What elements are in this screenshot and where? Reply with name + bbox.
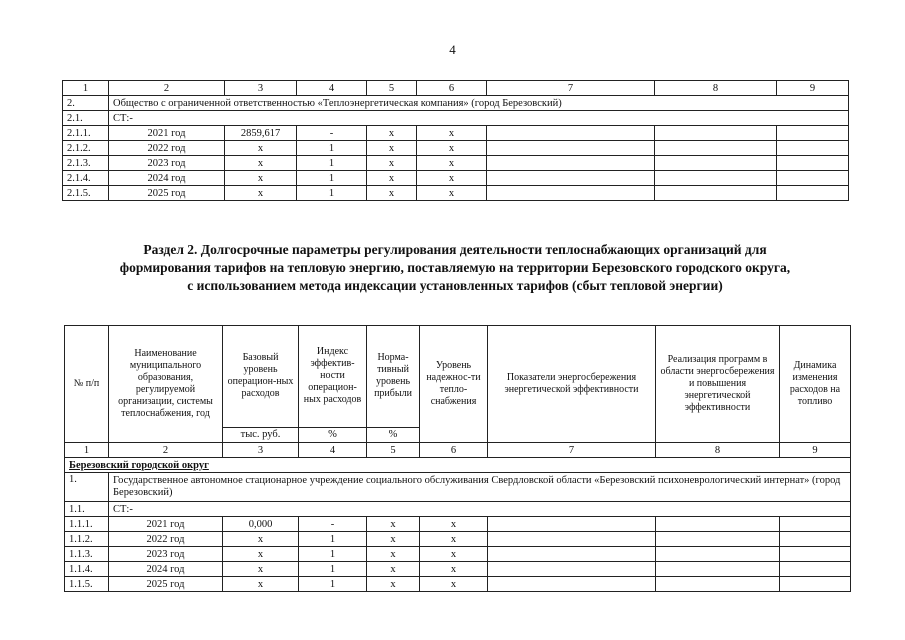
table-cell xyxy=(656,577,780,592)
table-cell xyxy=(777,171,849,186)
table-cell: х xyxy=(417,171,487,186)
table-cell: 2.1.5. xyxy=(63,186,109,201)
column-number: 8 xyxy=(655,81,777,96)
column-number: 4 xyxy=(299,443,367,458)
column-header: Норма-тивный уровень прибыли xyxy=(367,326,420,428)
table-cell xyxy=(488,532,656,547)
table-cell: х xyxy=(223,532,299,547)
column-number: 1 xyxy=(65,443,109,458)
column-number: 7 xyxy=(487,81,655,96)
column-number: 5 xyxy=(367,81,417,96)
st-label: СТ:- xyxy=(109,111,849,126)
table-cell: 2022 год xyxy=(109,141,225,156)
table-cell: х xyxy=(367,517,420,532)
section-heading-line-1: Раздел 2. Долгосрочные параметры регулирования деятельности теплоснабжающих организаций для xyxy=(143,242,767,257)
table-cell: х xyxy=(367,532,420,547)
column-header: Индекс эффектив-ности операцион-ных расходов xyxy=(299,326,367,428)
table-cell: 1 xyxy=(299,532,367,547)
table-cell: х xyxy=(420,547,488,562)
column-number: 8 xyxy=(656,443,780,458)
org-row xyxy=(63,96,849,111)
table-cell: 1 xyxy=(297,156,367,171)
row-number: 1.1. xyxy=(65,502,109,517)
table-cell: х xyxy=(420,517,488,532)
section-heading-line-2: формирования тарифов на тепловую энергию, поставляемую на территории Березовского городского округа, xyxy=(119,260,791,275)
column-number: 1 xyxy=(63,81,109,96)
unit-cell: % xyxy=(299,427,367,442)
column-number: 5 xyxy=(367,443,420,458)
table-cell: х xyxy=(223,547,299,562)
table-cell: 1.1.2. xyxy=(65,532,109,547)
table-row xyxy=(63,141,849,156)
column-number: 9 xyxy=(780,443,851,458)
table-cell: 1 xyxy=(297,141,367,156)
table-cell xyxy=(655,141,777,156)
row-number: 2.1. xyxy=(63,111,109,126)
section-heading-line-3: с использованием метода индексации установленных тарифов (сбыт тепловой энергии) xyxy=(187,278,723,293)
table-org-2 xyxy=(62,80,849,201)
table-cell: х xyxy=(225,141,297,156)
table-cell: х xyxy=(420,532,488,547)
table-cell: 2024 год xyxy=(109,562,223,577)
table-cell xyxy=(655,126,777,141)
table-cell: 1 xyxy=(297,186,367,201)
table-cell: х xyxy=(417,126,487,141)
table-cell xyxy=(488,562,656,577)
page-number: 4 xyxy=(449,42,456,57)
table-cell xyxy=(488,547,656,562)
table-row xyxy=(65,517,851,532)
table-cell: х xyxy=(367,156,417,171)
table-cell: х xyxy=(367,126,417,141)
table-cell xyxy=(656,562,780,577)
table-row xyxy=(65,577,851,592)
table-cell xyxy=(780,517,851,532)
table-cell xyxy=(487,156,655,171)
column-number: 3 xyxy=(225,81,297,96)
table-cell: х xyxy=(417,156,487,171)
table-cell xyxy=(487,141,655,156)
header-row xyxy=(65,326,851,428)
column-header: Наименование муниципального образования, регулируемой организации, системы теплоснабжения, год xyxy=(109,326,223,443)
table-cell xyxy=(488,577,656,592)
table-cell: х xyxy=(367,547,420,562)
table-cell: 1 xyxy=(299,562,367,577)
column-header: Реализация программ в области энергосбережения и повышения энергетической эффективности xyxy=(656,326,780,443)
table-cell: х xyxy=(417,141,487,156)
table-cell: 1 xyxy=(299,547,367,562)
table-cell: х xyxy=(420,577,488,592)
column-header: Базовый уровень операцион-ных расходов xyxy=(223,326,299,428)
table-cell xyxy=(780,532,851,547)
column-number: 6 xyxy=(417,81,487,96)
table-cell: 2025 год xyxy=(109,577,223,592)
table-cell xyxy=(777,141,849,156)
table-cell xyxy=(656,532,780,547)
table-row xyxy=(65,532,851,547)
table-cell: 2.1.1. xyxy=(63,126,109,141)
district-name: Березовский городской округ xyxy=(65,458,851,473)
table-cell: 1 xyxy=(297,171,367,186)
table-cell: х xyxy=(417,186,487,201)
table-cell: х xyxy=(223,562,299,577)
column-number: 2 xyxy=(109,81,225,96)
table-cell: х xyxy=(367,186,417,201)
table-cell: 2024 год xyxy=(109,171,225,186)
st-row xyxy=(63,111,849,126)
org-name: Общество с ограниченной ответственностью «Теплоэнергетическая компания» (город Березовский) xyxy=(109,96,849,111)
column-number: 9 xyxy=(777,81,849,96)
table-cell xyxy=(780,547,851,562)
table-row xyxy=(63,171,849,186)
table-cell: 2.1.3. xyxy=(63,156,109,171)
table-cell: 1.1.4. xyxy=(65,562,109,577)
table-cell xyxy=(780,562,851,577)
table-cell: х xyxy=(367,171,417,186)
table-cell xyxy=(655,186,777,201)
column-number: 3 xyxy=(223,443,299,458)
table-cell: - xyxy=(297,126,367,141)
table-cell xyxy=(655,156,777,171)
table-cell: х xyxy=(367,141,417,156)
unit-cell: % xyxy=(367,427,420,442)
table-cell: 1.1.1. xyxy=(65,517,109,532)
table-cell: 2021 год xyxy=(109,517,223,532)
table-cell: 2.1.4. xyxy=(63,171,109,186)
org-row xyxy=(65,473,851,502)
table-cell xyxy=(488,517,656,532)
column-number: 7 xyxy=(488,443,656,458)
district-row xyxy=(65,458,851,473)
table-cell: х xyxy=(225,156,297,171)
table-row xyxy=(63,126,849,141)
table-cell xyxy=(487,171,655,186)
table-row xyxy=(65,547,851,562)
table-cell xyxy=(777,186,849,201)
table-cell xyxy=(655,171,777,186)
table-cell: 2022 год xyxy=(109,532,223,547)
table-cell xyxy=(780,577,851,592)
column-header: Динамика изменения расходов на топливо xyxy=(780,326,851,443)
column-number-row xyxy=(65,443,851,458)
section-heading xyxy=(60,241,850,295)
table-cell: 1.1.3. xyxy=(65,547,109,562)
table-cell: х xyxy=(225,171,297,186)
unit-cell: тыс. руб. xyxy=(223,427,299,442)
table-cell: 1.1.5. xyxy=(65,577,109,592)
table-cell xyxy=(487,186,655,201)
table-cell: 2023 год xyxy=(109,547,223,562)
column-number: 4 xyxy=(297,81,367,96)
table-cell: 2025 год xyxy=(109,186,225,201)
table-cell: х xyxy=(367,577,420,592)
row-number: 2. xyxy=(63,96,109,111)
table-cell: 1 xyxy=(299,577,367,592)
table-cell: х xyxy=(420,562,488,577)
table-cell: х xyxy=(225,186,297,201)
table-org-1 xyxy=(64,325,851,592)
table-cell: 2021 год xyxy=(109,126,225,141)
table-cell: 2.1.2. xyxy=(63,141,109,156)
table-row xyxy=(63,156,849,171)
table-row xyxy=(65,562,851,577)
table-cell xyxy=(487,126,655,141)
column-number: 2 xyxy=(109,443,223,458)
table-cell xyxy=(777,126,849,141)
table-cell xyxy=(777,156,849,171)
table-cell: 2859,617 xyxy=(225,126,297,141)
column-header: Показатели энергосбережения энергетической эффективности xyxy=(488,326,656,443)
table-cell xyxy=(656,547,780,562)
table-cell xyxy=(656,517,780,532)
table-cell: х xyxy=(367,562,420,577)
table-cell: х xyxy=(223,577,299,592)
org-name: Государственное автономное стационарное учреждение социального обслуживания Свердловской области «Березовский психоневрологический интернат» (город Березовский) xyxy=(109,473,851,502)
row-number: 1. xyxy=(65,473,109,502)
st-label: СТ:- xyxy=(109,502,851,517)
table-cell: 0,000 xyxy=(223,517,299,532)
column-header: № п/п xyxy=(65,326,109,443)
table-cell: - xyxy=(299,517,367,532)
table-row xyxy=(63,186,849,201)
st-row xyxy=(65,502,851,517)
column-header: Уровень надежнос-ти тепло-снабжения xyxy=(420,326,488,443)
column-number: 6 xyxy=(420,443,488,458)
table-cell: 2023 год xyxy=(109,156,225,171)
column-number-row xyxy=(63,81,849,96)
